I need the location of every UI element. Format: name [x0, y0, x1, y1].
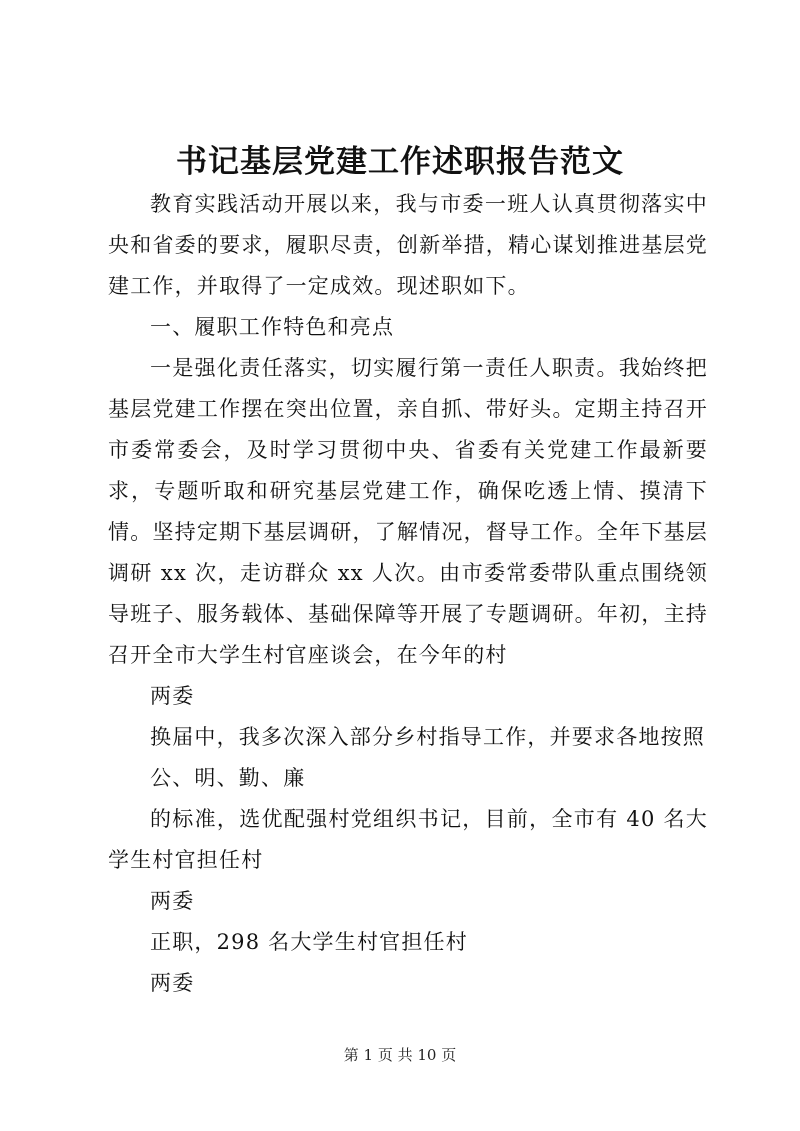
document-title: 书记基层党建工作述职报告范文 [176, 144, 624, 180]
paragraph-fragment: 的标准，选优配强村党组织书记，目前，全市有 40 名大学生村官担任村 [108, 807, 708, 872]
paragraph-responsibility: 一是强化责任落实，切实履行第一责任人职责。我始终把基层党建工作摆在突出位置，亲自抓、带好头。定期主持召开市委常委会，及时学习贯彻中央、省委有关党建工作最新要求，专题听取和研究基层党建工作，确保吃透上情、摸清下情。坚持定期下基层调研，了解情况，督导工作。全年下基层调研 xx 次，走访群众 xx 人次。由市委常委带队重点围绕领导班子、服务载体、基础保障等开展了专题调研。年初，主持召开全市大学生村官座谈会，在今年的村 [108, 356, 708, 667]
page-footer: 第 1 页 共 10 页 [343, 1046, 457, 1064]
paragraph-fragment: 公、明、勤、廉 [150, 766, 306, 790]
section-heading: 一、履职工作特色和亮点 [150, 315, 395, 339]
paragraph-fragment: 两委 [150, 684, 195, 708]
paragraph-fragment: 两委 [150, 889, 195, 913]
paragraph-fragment: 两委 [150, 971, 195, 995]
paragraph-fragment: 正职，298 名大学生村官担任村 [150, 930, 468, 954]
paragraph-intro: 教育实践活动开展以来，我与市委一班人认真贯彻落实中央和省委的要求，履职尽责，创新举措，精心谋划推进基层党建工作，并取得了一定成效。现述职如下。 [108, 192, 708, 298]
document-body [108, 184, 708, 1004]
paragraph-fragment: 换届中，我多次深入部分乡村指导工作，并要求各地按照 [150, 725, 705, 749]
